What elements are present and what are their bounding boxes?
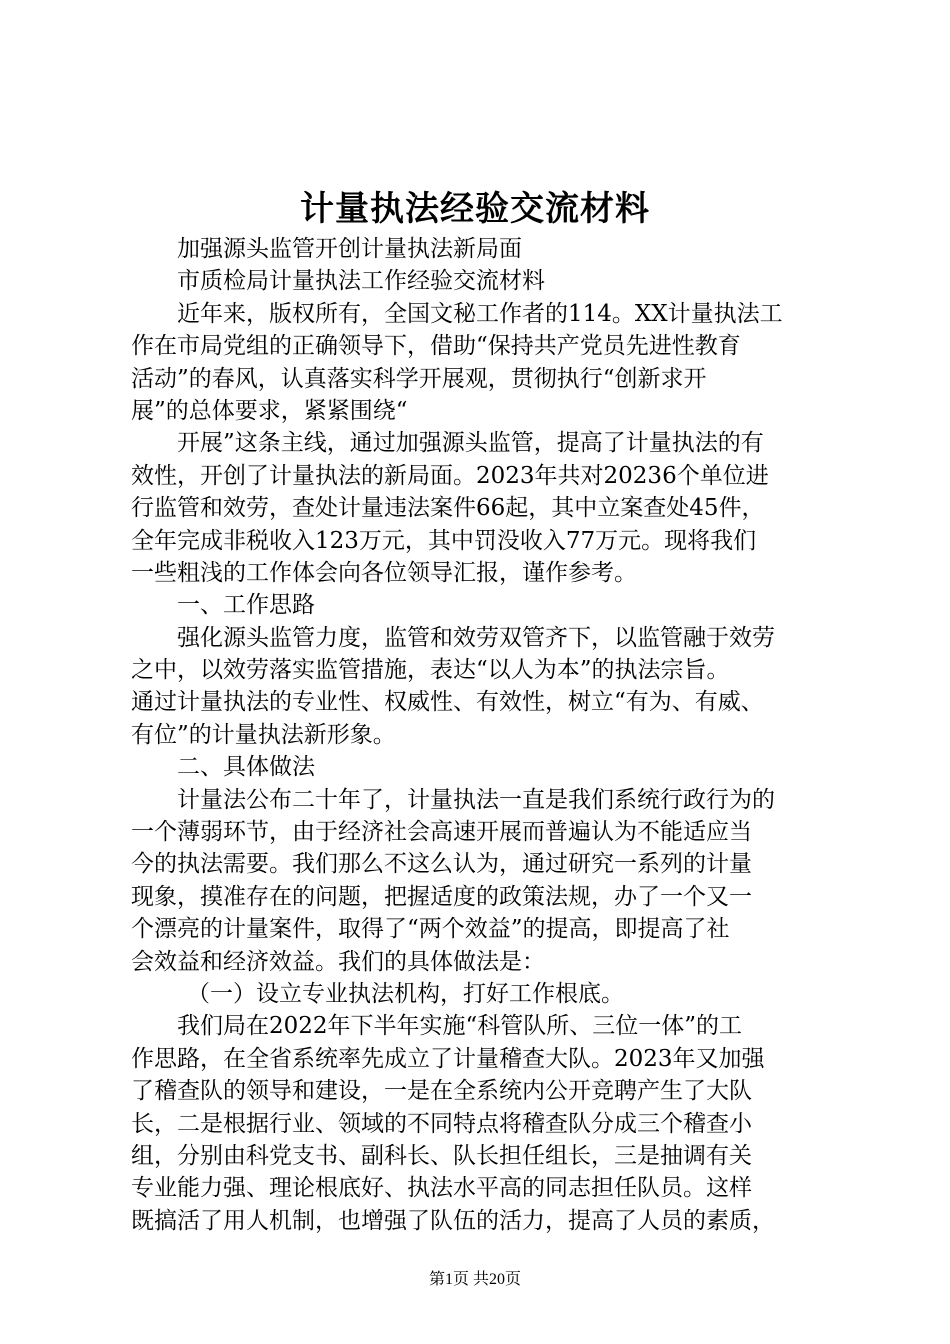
paragraph-line: 一个薄弱环节，由于经济社会高速开展而普遍认为不能适应当	[131, 819, 752, 846]
subsection-heading: （一）设立专业执法机构，打好工作根底。	[187, 980, 624, 1007]
paragraph-line: 长，二是根据行业、领域的不同特点将稽查队分成三个稽查小	[131, 1110, 752, 1137]
subtitle-line: 市质检局计量执法工作经验交流材料	[177, 268, 545, 295]
section-heading: 二、具体做法	[177, 754, 315, 781]
paragraph-line: 活动”的春风，认真落实科学开展观，贯彻执行“创新求开	[131, 365, 707, 392]
paragraph-line: 近年来，版权所有，全国文秘工作者的114。XX计量执法工	[177, 300, 783, 327]
paragraph-line: 效性，开创了计量执法的新局面。2023年共对20236个单位进	[131, 462, 769, 489]
paragraph-line: 我们局在2022年下半年实施“科管队所、三位一体”的工	[177, 1013, 743, 1040]
paragraph-line: 一些粗浅的工作体会向各位领导汇报，谨作参考。	[131, 559, 637, 586]
paragraph-line: 展”的总体要求，紧紧围绕“	[131, 397, 408, 424]
paragraph-line: 个漂亮的计量案件，取得了“两个效益”的提高，即提高了社	[131, 916, 730, 943]
paragraph-line: 作思路，在全省系统率先成立了计量稽查大队。2023年又加强	[131, 1045, 765, 1072]
paragraph-line: 作在市局党组的正确领导下，借助“保持共产党员先进性教育	[131, 333, 741, 360]
paragraph-line: 现象，摸准存在的问题，把握适度的政策法规，办了一个又一	[131, 883, 752, 910]
paragraph-line: 全年完成非税收入123万元，其中罚没收入77万元。现将我们	[131, 527, 757, 554]
paragraph-line: 开展”这条主线，通过加强源头监管，提高了计量执法的有	[177, 430, 764, 457]
paragraph-line: 行监管和效劳，查处计量违法案件66起，其中立案查处45件，	[131, 495, 765, 522]
paragraph-line: 专业能力强、理论根底好、执法水平高的同志担任队员。这样	[131, 1175, 752, 1202]
section-heading: 一、工作思路	[177, 592, 315, 619]
paragraph-line: 今的执法需要。我们那么不这么认为，通过研究一系列的计量	[131, 851, 752, 878]
paragraph-line: 会效益和经济效益。我们的具体做法是：	[131, 948, 545, 975]
paragraph-line: 计量法公布二十年了，计量执法一直是我们系统行政行为的	[177, 786, 775, 813]
document-title: 计量执法经验交流材料	[300, 189, 650, 229]
paragraph-line: 之中，以效劳落实监管措施，表达“以人为本”的执法宗旨。	[131, 657, 730, 684]
paragraph-line: 有位”的计量执法新形象。	[131, 721, 396, 748]
paragraph-line: 通过计量执法的专业性、权威性、有效性，树立“有为、有威、	[131, 689, 764, 716]
page-footer: 第1页 共20页	[428, 1271, 521, 1288]
paragraph-line: 强化源头监管力度，监管和效劳双管齐下，以监管融于效劳	[177, 624, 775, 651]
subtitle-line: 加强源头监管开创计量执法新局面	[177, 236, 522, 262]
document-body	[131, 233, 829, 1237]
paragraph-line: 既搞活了用人机制，也增强了队伍的活力，提高了人员的素质，	[131, 1207, 775, 1234]
paragraph-line: 组，分别由科党支书、副科长、队长担任组长，三是抽调有关	[131, 1142, 752, 1169]
paragraph-line: 了稽查队的领导和建设，一是在全系统内公开竞聘产生了大队	[131, 1078, 752, 1105]
